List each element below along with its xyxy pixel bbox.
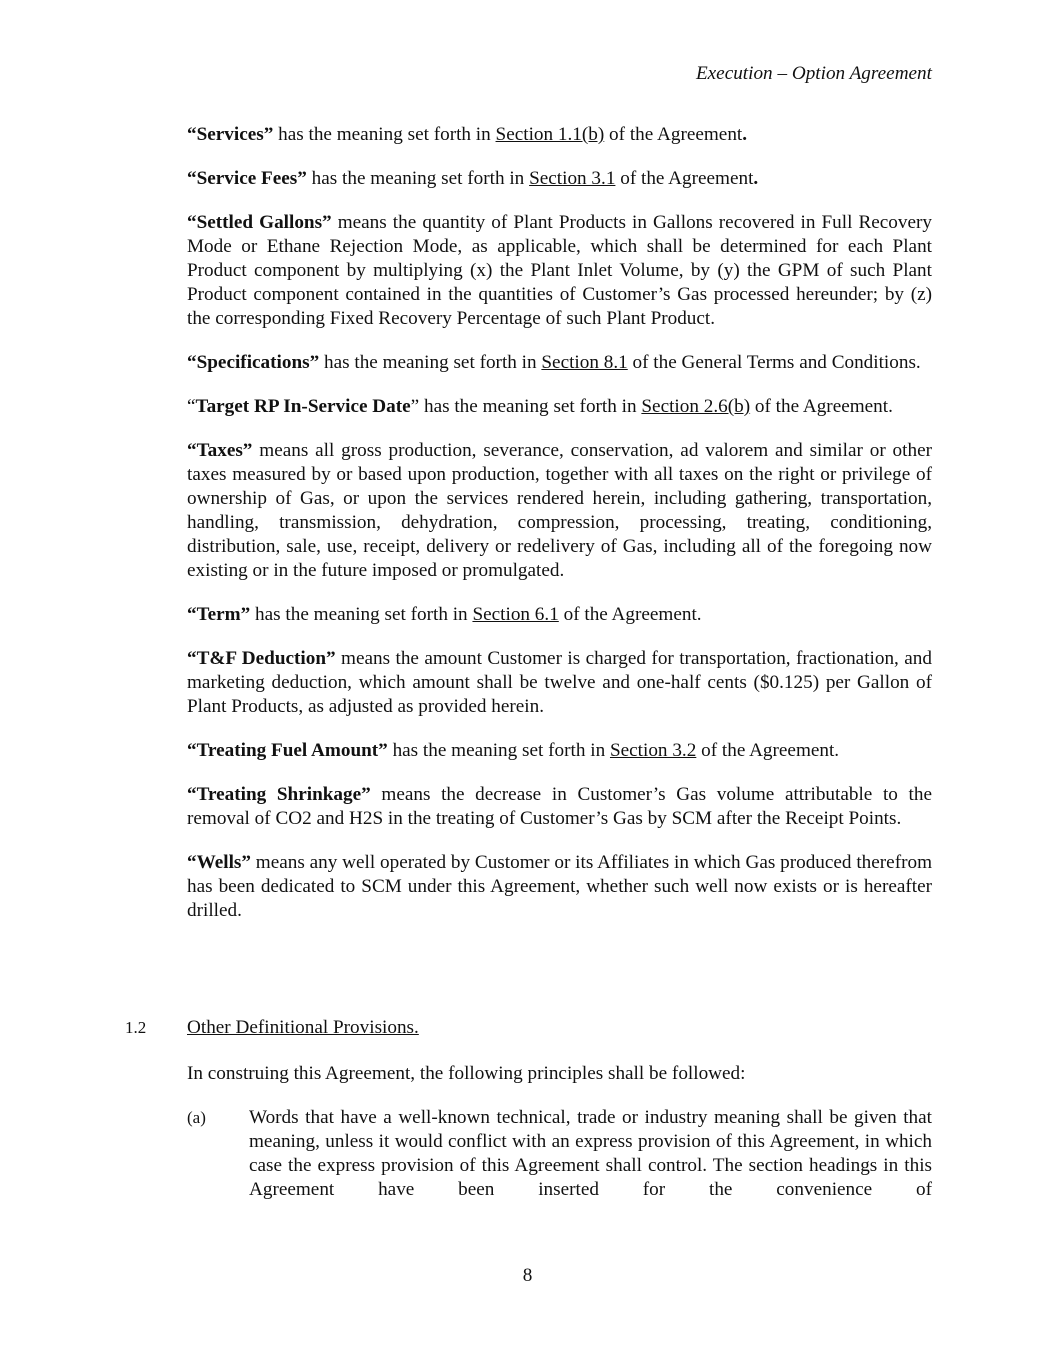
section-reference: Section 6.1 xyxy=(472,604,559,625)
defined-term: “Treating Shrinkage” xyxy=(187,784,371,805)
section-reference: Section 8.1 xyxy=(541,352,628,373)
list-item xyxy=(187,1106,932,1202)
definition-service-fees: “Service Fees” has the meaning set forth in Section 3.1 of the Agreement. xyxy=(187,168,759,189)
list-item-label: (a) xyxy=(187,1108,206,1127)
defined-term: “Taxes” xyxy=(187,440,253,461)
list-item-text: Words that have a well-known technical, trade or industry meaning shall be given that meaning, unless it would conflict with an express provision of this Agreement, in which case the express provision of this Agreement shall control. The section headings in this Agreement have been inserted for the convenience of xyxy=(249,1107,932,1200)
defined-term: “Treating Fuel Amount” xyxy=(187,740,388,761)
section-number: 1.2 xyxy=(125,1018,147,1037)
defined-term: Target RP In-Service Date xyxy=(195,396,411,417)
section-reference: Section 2.6(b) xyxy=(641,396,751,417)
definition-treating-shrinkage: “Treating Shrinkage” means the decrease in Customer’s Gas volume attributable to the removal of CO2 and H2S in the treating of Customer’s Gas by SCM after the Receipt Points. xyxy=(187,784,932,829)
running-header: Execution – Option Agreement xyxy=(695,63,932,84)
section-reference: Section 3.1 xyxy=(529,168,616,189)
defined-term: “Settled Gallons” xyxy=(187,212,332,233)
definition-target-rp-in-service-date: “Target RP In-Service Date” has the meaning set forth in Section 2.6(b) of the Agreement. xyxy=(187,396,893,417)
definition-term: “Term” has the meaning set forth in Section 6.1 of the Agreement. xyxy=(187,604,702,625)
defined-term: “Term” xyxy=(187,604,251,625)
definition-taxes: “Taxes” means all gross production, severance, conservation, ad valorem and similar or other taxes measured by or based upon production, together with all taxes on the right or privilege of ownership of Gas, or upon the services rendered herein, including gathering, transportation, handling, transmission, dehydration, compression, processing, treating, conditioning, distribution, sale, use, receipt, delivery or redelivery of Gas, including all of the foregoing now existing or in the future imposed or promulgated. xyxy=(187,440,932,581)
defined-term: “Service Fees” xyxy=(187,168,307,189)
defined-term: “Wells” xyxy=(187,852,251,873)
defined-term: “T&F Deduction” xyxy=(187,648,336,669)
definition-services: “Services” has the meaning set forth in Section 1.1(b) of the Agreement. xyxy=(187,124,748,145)
defined-term: “Specifications” xyxy=(187,352,320,373)
section-title: Other Definitional Provisions. xyxy=(187,1017,419,1038)
section-reference: Section 3.2 xyxy=(609,740,697,761)
definition-settled-gallons: “Settled Gallons” means the quantity of Plant Products in Gallons recovered in Full Recovery Mode or Ethane Rejection Mode, as applicable, which shall be determined for each Plant Product component by multiplying (x) the Plant Inlet Volume, by (y) the GPM of such Plant Product component contained in the quantities of Customer’s Gas processed hereunder; by (z) the corresponding Fixed Recovery Percentage of such Plant Product. xyxy=(187,212,932,329)
defined-term: “Services” xyxy=(187,124,274,145)
page-number: 8 xyxy=(522,1265,533,1286)
section-reference: Section 1.1(b) xyxy=(495,124,605,145)
definition-tf-deduction: “T&F Deduction” means the amount Customer is charged for transportation, fractionation, and marketing deduction, which amount shall be twelve and one-half cents ($0.125) per Gallon of Plant Products, as adjusted as provided herein. xyxy=(187,648,932,717)
section-intro: In construing this Agreement, the following principles shall be followed: xyxy=(187,1063,746,1084)
definitions-list xyxy=(187,123,932,943)
definition-wells: “Wells” means any well operated by Customer or its Affiliates in which Gas produced therefrom has been dedicated to SCM under this Agreement, whether such well now exists or is hereafter drilled. xyxy=(187,852,932,921)
definition-treating-fuel-amount: “Treating Fuel Amount” has the meaning set forth in Section 3.2 of the Agreement. xyxy=(187,740,840,761)
definition-specifications: “Specifications” has the meaning set forth in Section 8.1 of the General Terms and Conditions. xyxy=(187,352,921,373)
